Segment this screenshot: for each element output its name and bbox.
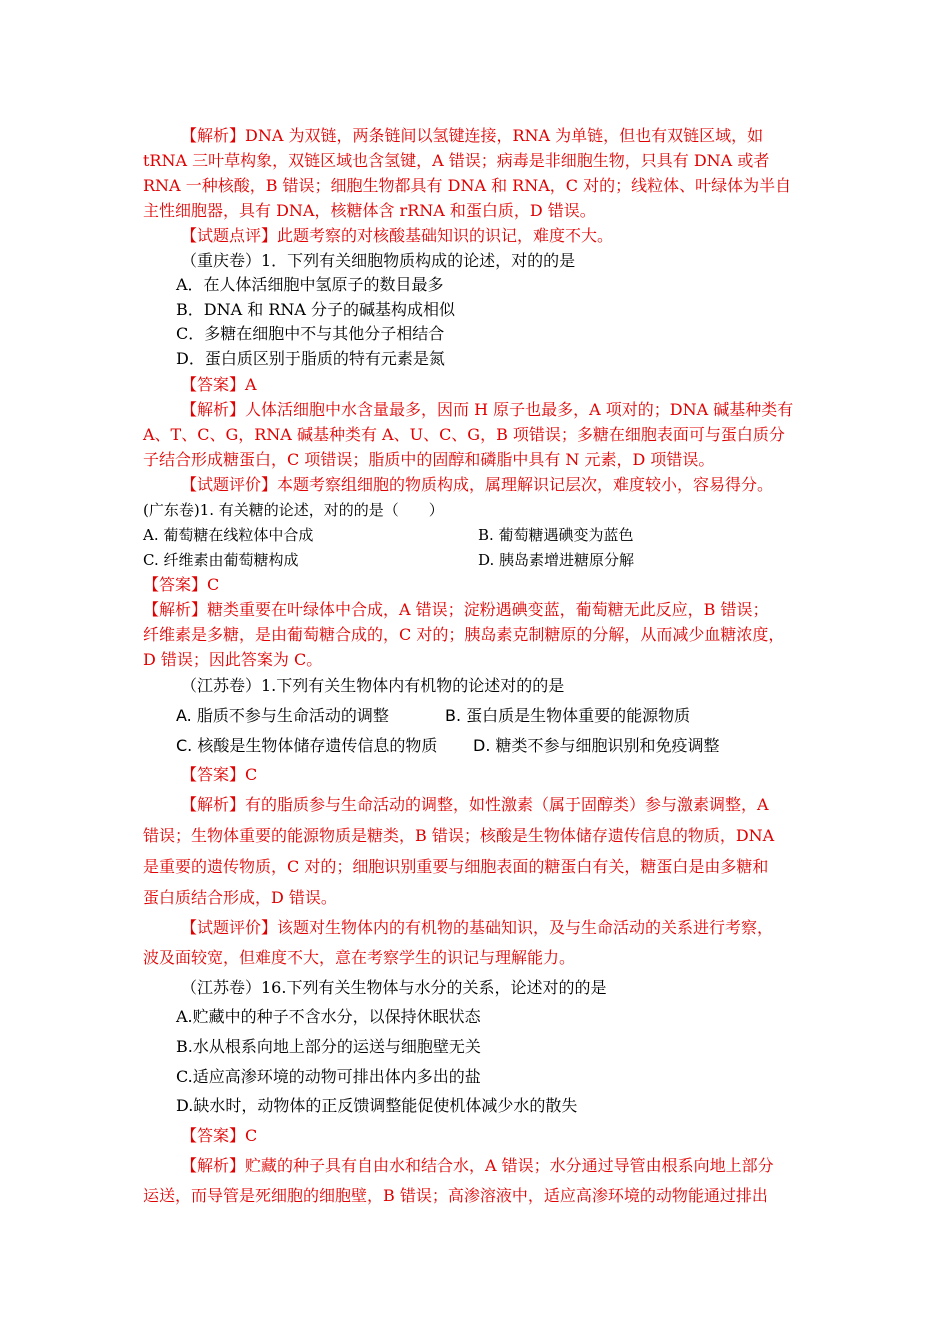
option-b: B．DNA 和 RNA 分子的碱基构成相似 — [176, 300, 456, 319]
option-c: C. 核酸是生物体储存遗传信息的物质 — [176, 736, 438, 755]
option-d: D.缺水时，动物体的正反馈调整能促使机体减少水的散失 — [176, 1096, 578, 1115]
option-c: C．多糖在细胞中不与其他分子相结合 — [176, 324, 445, 343]
analysis-text: 蛋白质结合形成，D 错误。 — [143, 888, 337, 907]
analysis-text: 【解析】有的脂质参与生命活动的调整，如性激素（属于固醇类）参与激素调整，A — [181, 795, 769, 814]
analysis-text: RNA 一种核酸，B 错误；细胞生物都具有 DNA 和 RNA，C 对的；线粒体、叶绿体为半自 — [143, 176, 792, 195]
analysis-text: tRNA 三叶草构象，双链区域也含氢键，A 错误；病毒是非细胞生物，只具有 DNA 或者 — [143, 151, 770, 170]
analysis-text: 错误；生物体重要的能源物质是糖类，B 错误；核酸是生物体储存遗传信息的物质，DNA — [143, 826, 775, 845]
analysis-text: 纤维素是多糖，是由葡萄糖合成的，C 对的；胰岛素克制糖原的分解，从而减少血糖浓度， — [143, 625, 785, 644]
question-stem: （江苏卷）1.下列有关生物体内有机物的论述对的的是 — [181, 676, 565, 695]
option-d: D. 胰岛素增进糖原分解 — [478, 551, 635, 569]
question-stem: （江苏卷）16.下列有关生物体与水分的关系，论述对的的是 — [181, 978, 607, 997]
option-d: D. 糖类不参与细胞识别和免疫调整 — [473, 736, 720, 755]
analysis-text: 主性细胞器，具有 DNA，核糖体含 rRNA 和蛋白质，D 错误。 — [143, 201, 596, 220]
option-b: B. 葡萄糖遇碘变为蓝色 — [478, 526, 634, 544]
option-c: C.适应高渗环境的动物可排出体内多出的盐 — [176, 1067, 481, 1086]
option-a: A.贮藏中的种子不含水分，以保持休眠状态 — [176, 1007, 481, 1026]
option-a: A. 葡萄糖在线粒体中合成 — [143, 526, 314, 544]
option-b: B. 蛋白质是生物体重要的能源物质 — [445, 706, 691, 725]
question-stem: （重庆卷）1．下列有关细胞物质构成的论述，对的的是 — [181, 251, 576, 270]
analysis-text: A、T、C、G，RNA 碱基种类有 A、U、C、G，B 项错误；多糖在细胞表面可与蛋白质分 — [143, 425, 785, 444]
option-d: D．蛋白质区别于脂质的特有元素是氮 — [176, 349, 445, 368]
answer-text: 【答案】C — [181, 765, 258, 784]
analysis-text: 子结合形成糖蛋白，C 项错误；脂质中的固醇和磷脂中具有 N 元素，D 项错误。 — [143, 450, 715, 469]
answer-text: 【答案】C — [143, 575, 220, 594]
question-stem: (广东卷)1. 有关糖的论述，对的的是（ ） — [143, 501, 444, 519]
option-a: A. 脂质不参与生命活动的调整 — [176, 706, 389, 725]
analysis-text: 运送，而导管是死细胞的细胞壁，B 错误；高渗溶液中，适应高渗环境的动物能通过排出 — [143, 1186, 768, 1205]
option-a: A．在人体活细胞中氢原子的数目最多 — [176, 275, 444, 294]
option-b: B.水从根系向地上部分的运送与细胞壁无关 — [176, 1037, 481, 1056]
option-c: C. 纤维素由葡萄糖构成 — [143, 551, 299, 569]
comment-text: 【试题评价】本题考察组细胞的物质构成，属理解识记层次，难度较小，容易得分。 — [181, 475, 774, 494]
analysis-text: 【解析】贮藏的种子具有自由水和结合水，A 错误；水分通过导管由根系向地上部分 — [181, 1156, 774, 1175]
answer-text: 【答案】C — [181, 1126, 258, 1145]
analysis-text: 【解析】糖类重要在叶绿体中合成，A 错误；淀粉遇碘变蓝，葡萄糖无此反应，B 错误； — [143, 600, 769, 619]
analysis-text: D 错误；因此答案为 C。 — [143, 650, 323, 669]
comment-text: 波及面较宽，但难度不大，意在考察学生的识记与理解能力。 — [143, 948, 576, 967]
answer-text: 【答案】A — [181, 375, 257, 394]
comment-text: 【试题点评】此题考察的对核酸基础知识的识记，难度不大。 — [181, 226, 614, 245]
analysis-text: 是重要的遗传物质，C 对的；细胞识别重要与细胞表面的糖蛋白有关，糖蛋白是由多糖和 — [143, 857, 769, 876]
analysis-text: 【解析】DNA 为双链，两条链间以氢键连接，RNA 为单链，但也有双链区域，如 — [181, 126, 764, 145]
comment-text: 【试题评价】该题对生物体内的有机物的基础知识，及与生命活动的关系进行考察， — [181, 918, 774, 937]
analysis-text: 【解析】人体活细胞中水含量最多，因而 H 原子也最多，A 项对的；DNA 碱基种类有 — [181, 400, 794, 419]
